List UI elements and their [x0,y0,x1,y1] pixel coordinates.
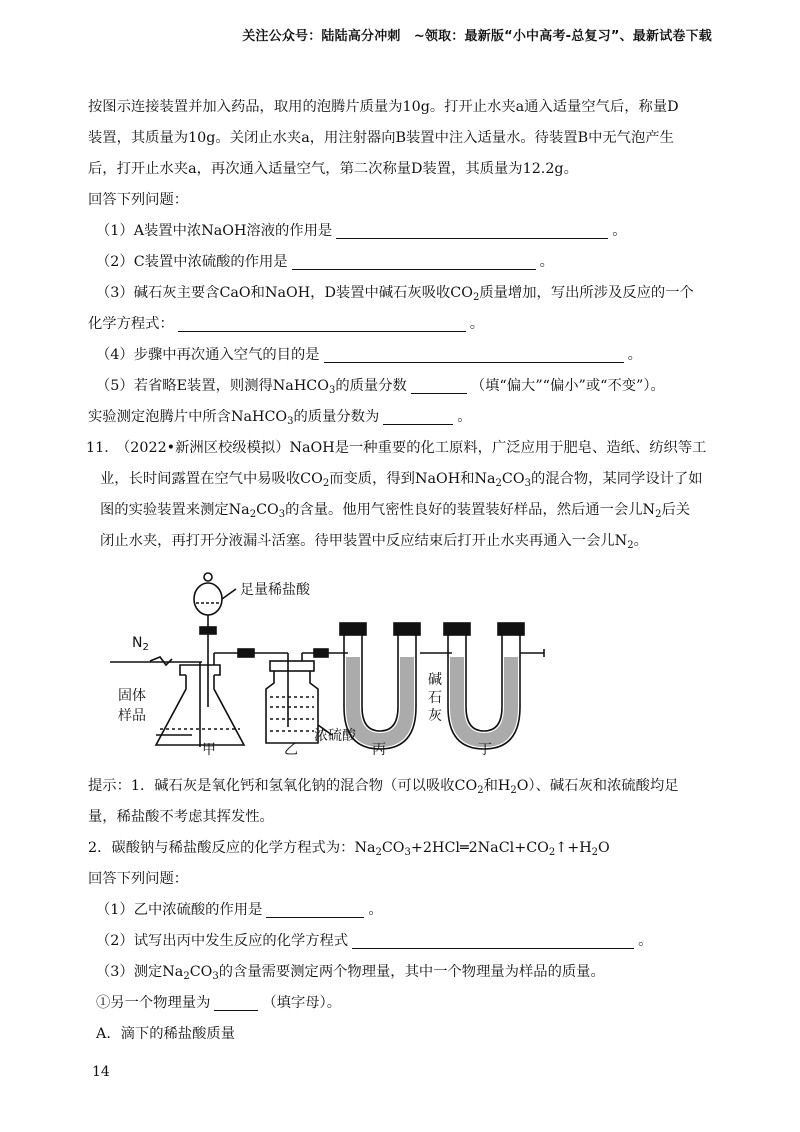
funnel-stopper [204,573,212,581]
apparatus-drawing [88,557,713,757]
apparatus-diagram [88,557,713,757]
funnel-bulb [194,583,222,615]
answer-blank[interactable] [411,375,467,394]
q11-part3-sub1: ①另一个物理量为 （填字母）。 [88,988,713,1019]
label-ding: 丁 [478,742,492,758]
answer-prompt: 回答下列问题： [88,192,189,208]
page-number: 14 [92,1064,110,1080]
answer-blank[interactable] [214,992,258,1011]
label-jia: 甲 [202,742,216,758]
answer-blank[interactable] [178,313,466,332]
label-solid-2: 样品 [118,708,146,724]
option-a: A．滴下的稀盐酸质量 [96,1026,235,1042]
q10-part4: （4）步骤中再次通入空气的目的是 。 [88,340,713,371]
clamp-icon [150,657,172,665]
answer-blank[interactable] [383,406,453,425]
label-lime-1: 碱 [428,672,442,688]
q11-line-3: 图的实验装置来测定$Na_2CO_3$的含量。他用气密性良好的装置装好样品，然后通一会儿$N_2$后关 [100,502,691,520]
tip-1-cont: 量，稀盐酸不考虑其挥发性。 [88,809,274,825]
question-number: 11. [86,440,109,456]
label-lime-3: 灰 [428,708,442,724]
answer-blank[interactable] [336,220,608,239]
answer-blank[interactable] [292,251,536,270]
q10-part5: （5）若省略E装置，则测得NaHCO$_3$的质量分数 （填“偏大”“偏小”或“不变”）。 [88,371,713,402]
q10-part2: （2）C装置中浓硫酸的作用是 。 [88,247,713,278]
label-solid-1: 固体 [118,688,146,704]
answer-prompt-2: 回答下列问题： [88,871,189,887]
q10-part1: （1）A装置中浓NaOH溶液的作用是 。 [88,216,713,247]
answer-blank[interactable] [266,899,364,918]
document-body [88,92,713,1050]
label-yi: 乙 [284,742,298,758]
bottle-yi [266,671,318,743]
answer-blank[interactable] [324,344,624,363]
bottle-stopper [270,661,314,671]
q10-part3-cont: 化学方程式： 。 [88,309,713,340]
q11-line-1: 11. （2022•新洲区校级模拟）NaOH是一种重要的化工原料，广泛应用于肥皂、造纸、纺织等工 [86,433,713,464]
label-h2so4: 浓硫酸 [314,728,356,744]
label-n2: $N_2$ [132,635,149,653]
intro-line-3: 后，打开止水夹a，再次通入适量空气，第二次称量D装置，其质量为12.2g。 [88,161,578,177]
tip-1: 提示：1．碱石灰是氧化钙和氢氧化钠的混合物（可以吸收$CO_2$和$H_2O$）、碱石灰和浓硫酸均足 [88,778,679,796]
page-header: 关注公众号：陆陆高分冲刺 ~领取：最新版“小中高考-总复习”、最新试卷下载 [242,29,712,44]
intro-line-2: 装置，其质量为10g。关闭止水夹a，用注射器向B装置中注入适量水。待装置B中无气泡产生 [88,130,674,146]
q11-line-4: 闭止水夹，再打开分液漏斗活塞。待甲装置中反应结束后打开止水夹再通入一会儿$N_2$。 [100,533,648,551]
q10-part3: （3）碱石灰主要含CaO和NaOH，D装置中碱石灰吸收$CO_2$质量增加，写出所涉及反应的一个 [96,285,694,303]
intro-line-1: 按图示连接装置并加入药品，取用的泡腾片质量为10g。打开止水夹a通入适量空气后，称量D [88,99,679,115]
q11-part2: （2）试写出丙中发生反应的化学方程式 。 [88,926,713,957]
q11-line-2: 业，长时间露置在空气中易吸收$CO_2$而变质，得到NaOH和$Na_2CO_3$的混合物，某同学设计了如 [100,471,703,489]
answer-blank[interactable] [352,930,634,949]
q10-part6: 实验测定泡腾片中所含NaHCO$_3$的质量分数为 。 [88,402,713,433]
q11-part3: （3）测定$Na_2CO_3$的含量需要测定两个物理量，其中一个物理量为样品的质量。 [96,964,605,982]
funnel-stopcock-icon [200,627,216,634]
label-acid: 足量稀盐酸 [240,582,310,598]
label-lime-2: 石 [428,690,442,706]
q11-part1: （1）乙中浓硫酸的作用是 。 [88,895,713,926]
tip-2: 2．碳酸钠与稀盐酸反应的化学方程式为：$Na_2CO_3+2HCl═2NaCl+CO_2↑+H_2O$ [88,840,610,858]
label-bing: 丙 [372,742,386,758]
